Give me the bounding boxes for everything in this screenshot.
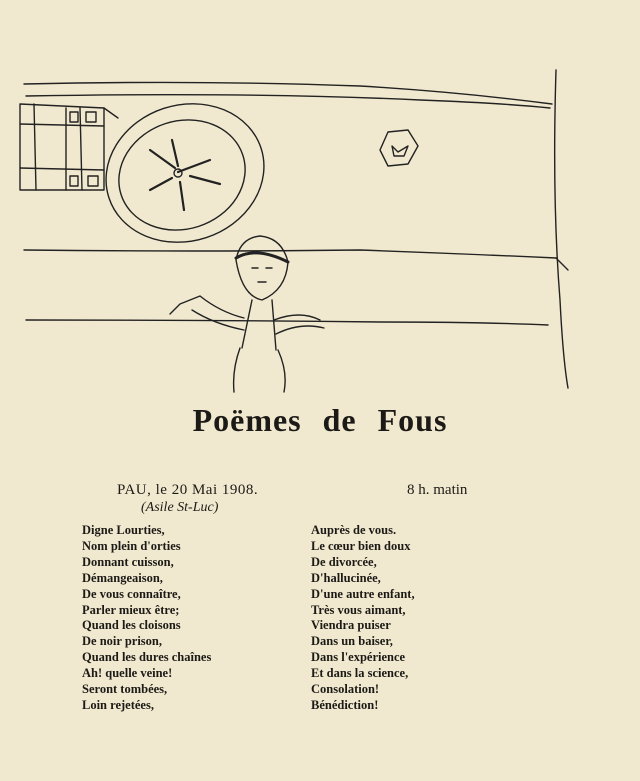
dateline: PAU, le 20 Mai 1908. <box>117 482 259 498</box>
poem-line: Parler mieux être; <box>82 602 180 617</box>
poem-line: De divorcée, <box>311 554 377 569</box>
poem-line: D'une autre enfant, <box>311 586 415 601</box>
poem-line: Bénédiction! <box>311 697 379 712</box>
page-title: Poëmes de Fous <box>192 402 448 438</box>
time-label: 8 h. matin <box>407 482 468 498</box>
poem-line: Dans un baiser, <box>311 634 393 649</box>
poem-line: Ah! quelle veine! <box>82 666 173 681</box>
middle-line <box>24 250 556 258</box>
poem-line: Quand les dures chaînes <box>82 650 212 665</box>
poem-line: Donnant cuisson, <box>82 554 174 569</box>
poem-line: Viendra puiser <box>311 618 391 633</box>
poem-line: Nom plein d'orties <box>82 538 181 553</box>
poem-line: Auprès de vous. <box>311 523 397 537</box>
place-label: (Asile St-Luc) <box>141 500 219 515</box>
poem-line: Quand les cloisons <box>82 618 181 633</box>
poem-line: Seront tombées, <box>82 682 168 697</box>
poem-line: Le cœur bien doux <box>311 538 411 553</box>
poem-column-left <box>82 523 211 714</box>
sketch-illustration <box>0 60 640 400</box>
poem-column-right <box>311 523 415 714</box>
poem-line: Loin rejetées, <box>82 697 154 712</box>
figure-sketch <box>170 236 324 392</box>
window-sketch <box>20 104 118 190</box>
poem-line: De vous connaître, <box>82 586 181 601</box>
poem-line: Consolation! <box>311 682 380 697</box>
poem-line: Démangeaison, <box>82 570 163 585</box>
floor-line <box>26 320 548 325</box>
poem-line: Dans l'expérience <box>311 650 406 665</box>
poem-line: Digne Lourties, <box>82 523 165 537</box>
ceiling-line-2 <box>26 95 550 108</box>
poem-line: Très vous aimant, <box>311 602 406 617</box>
poem-line: De noir prison, <box>82 634 162 649</box>
right-wall-line <box>555 70 568 388</box>
hexagon-emblem <box>380 130 418 166</box>
ceiling-line <box>24 82 552 104</box>
clock-sketch <box>88 84 282 263</box>
poem-line: D'hallucinée, <box>311 570 381 585</box>
poem-line: Et dans la science, <box>311 666 409 681</box>
